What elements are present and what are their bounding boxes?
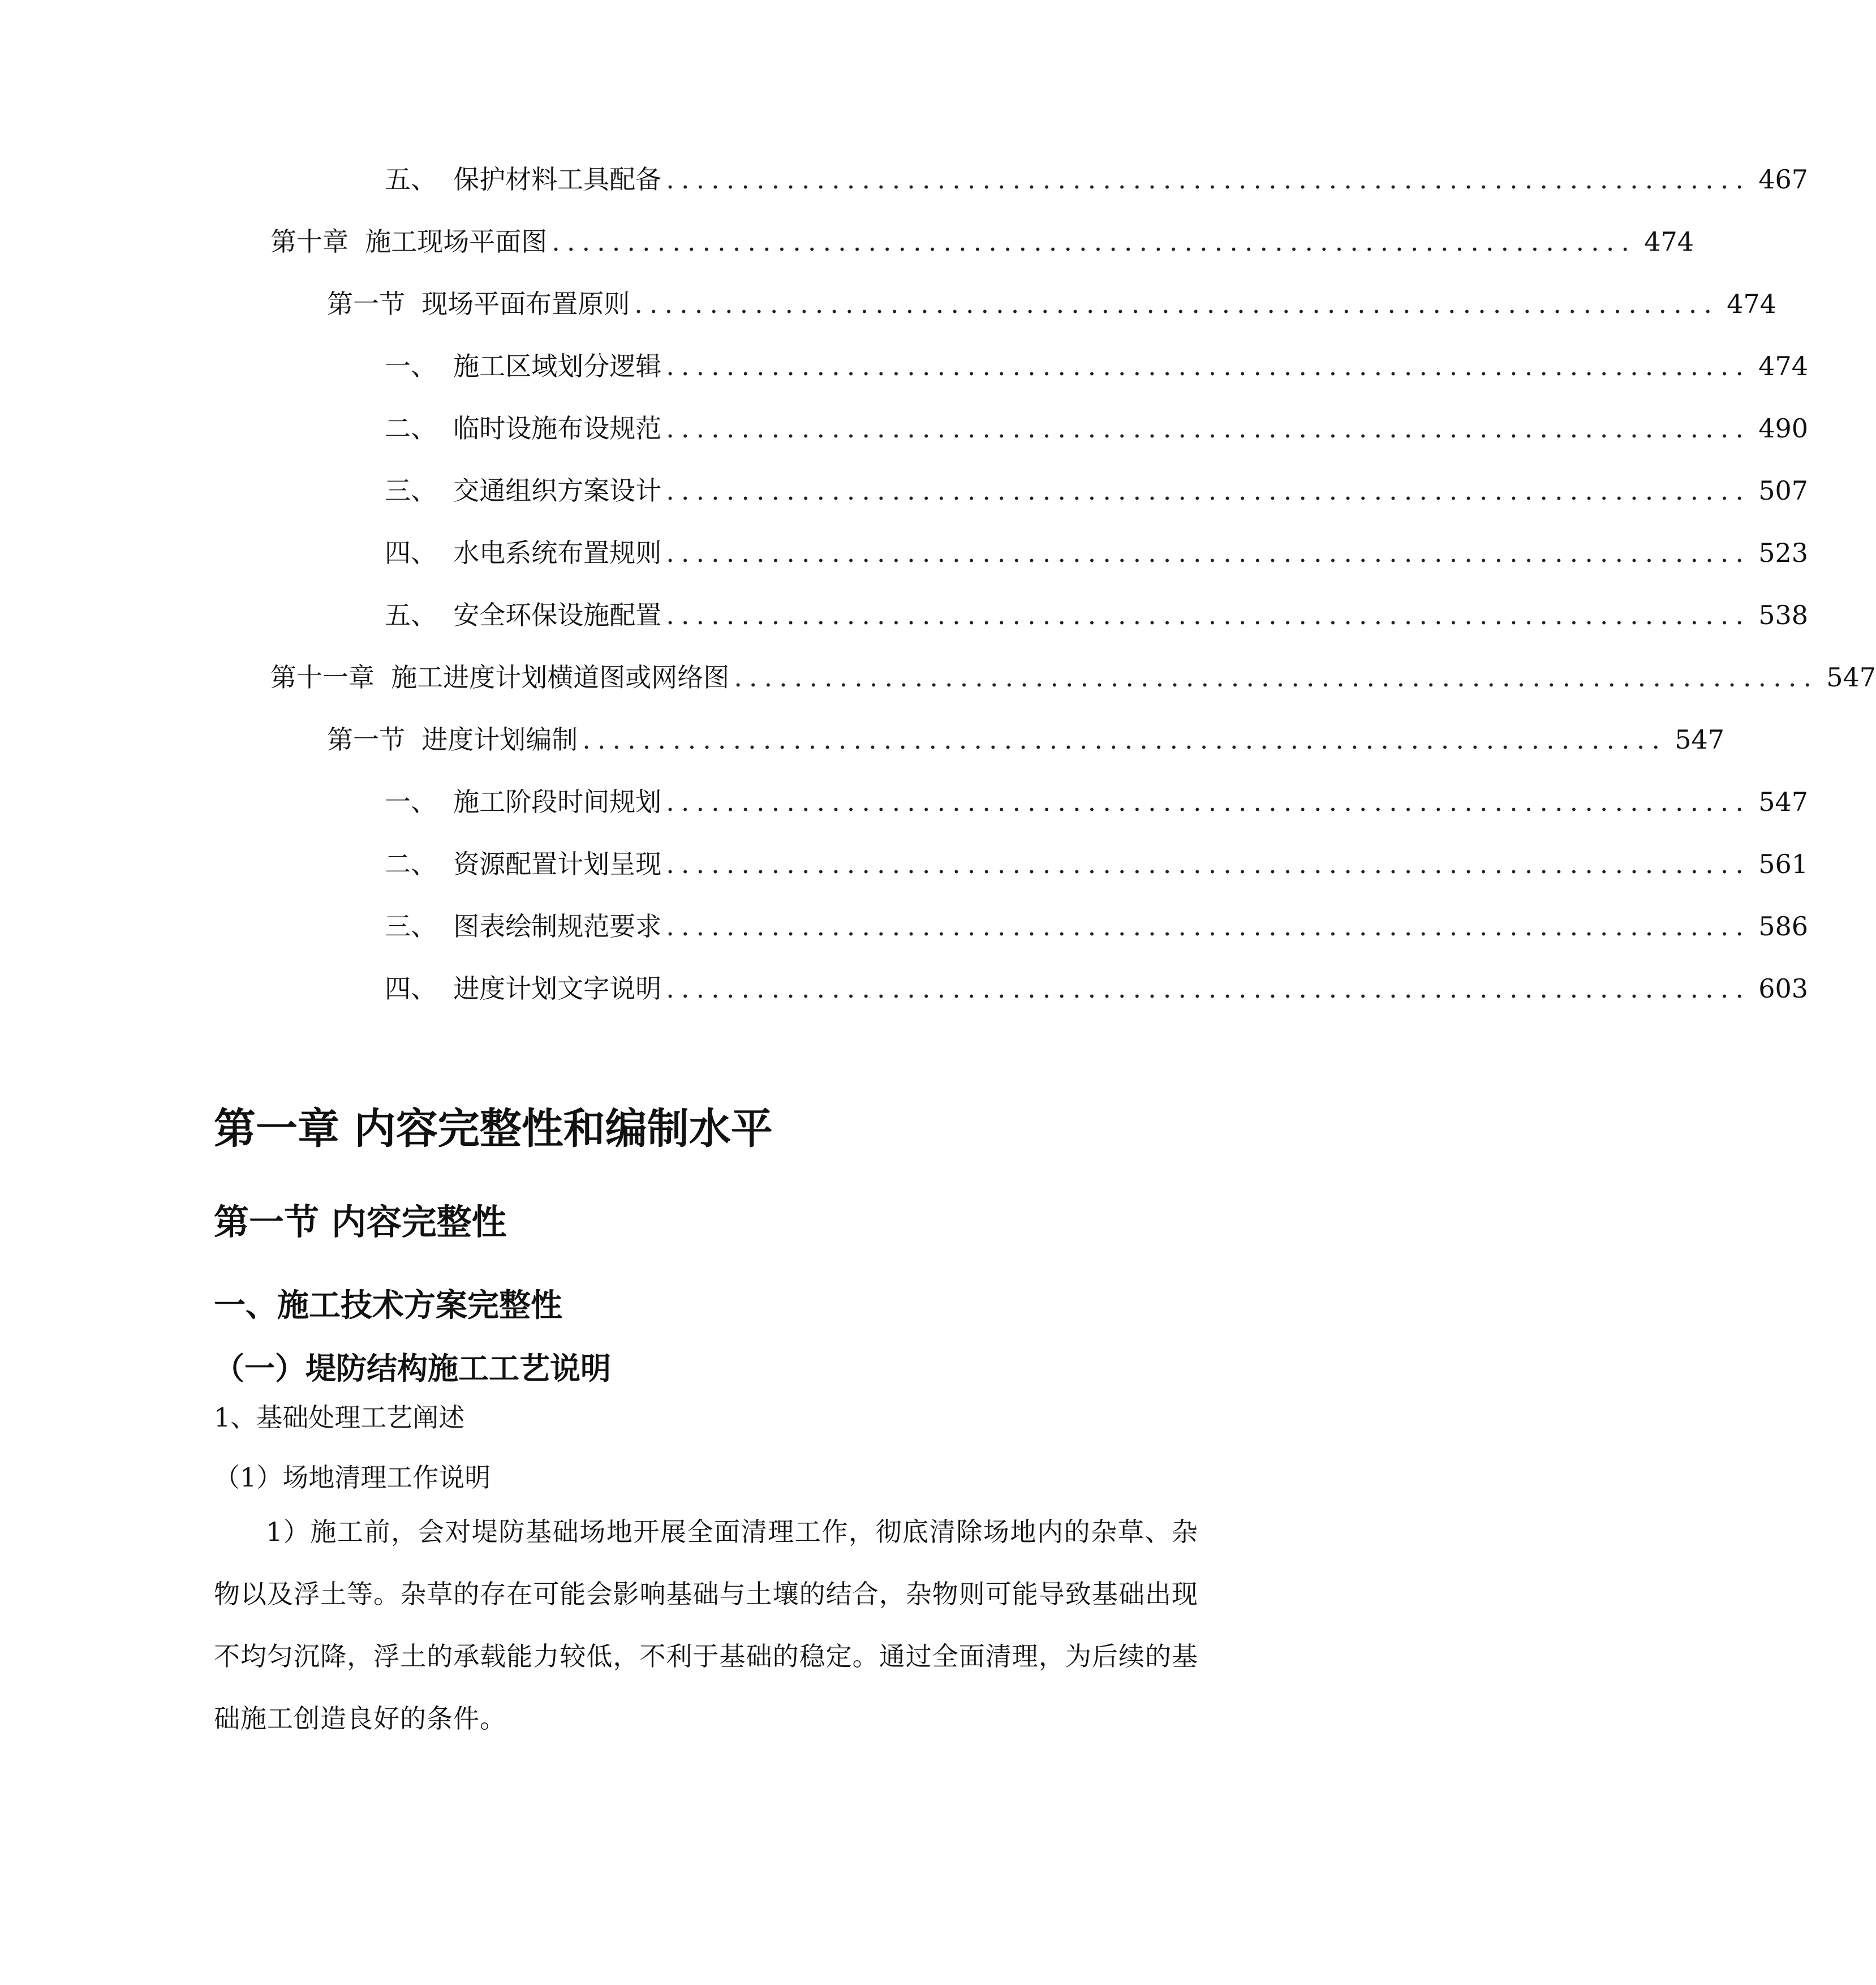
toc-leader-dots: ........................................................................	[666, 849, 1751, 879]
section-title: 第一节 内容完整性	[214, 1201, 507, 1243]
toc-entry-label: 五、 保护材料工具配备	[385, 164, 662, 195]
toc-leader-dots: ........................................................................	[666, 538, 1751, 568]
toc-entry[interactable]	[385, 533, 1809, 573]
toc-entry-page: 586	[1758, 911, 1809, 942]
toc-entry-page: 538	[1758, 600, 1809, 630]
toc-entry[interactable]	[385, 409, 1809, 448]
toc-leader-dots: ........................................................................	[666, 413, 1751, 444]
toc-leader-dots: ........................................................................	[666, 600, 1751, 630]
toc-leader-dots: ........................................................................	[666, 973, 1751, 1004]
numbered-heading: 1、基础处理工艺阐述	[214, 1402, 465, 1433]
toc-entry[interactable]	[327, 720, 1725, 759]
toc-entry-label: 三、 图表绘制规范要求	[385, 911, 662, 942]
toc-entry-page: 474	[1727, 289, 1777, 319]
toc-entry-label: 第十一章 施工进度计划横道图或网络图	[270, 662, 730, 693]
subsection-title: 一、施工技术方案完整性	[214, 1287, 562, 1324]
toc-entry-page: 523	[1758, 538, 1809, 568]
toc-leader-dots: ........................................................................	[552, 226, 1637, 257]
toc-entry-label: 一、 施工阶段时间规划	[385, 787, 662, 817]
toc-entry-page: 507	[1758, 475, 1809, 506]
toc-entry[interactable]	[385, 471, 1809, 510]
toc-entry-page: 547	[1826, 662, 1876, 693]
toc-entry-page: 547	[1758, 787, 1809, 817]
toc-entry-label: 五、 安全环保设施配置	[385, 600, 662, 630]
toc-entry[interactable]	[385, 346, 1809, 386]
toc-entry[interactable]	[327, 284, 1777, 324]
toc-entry-label: 四、 进度计划文字说明	[385, 973, 662, 1004]
toc-entry-page: 603	[1758, 973, 1809, 1004]
toc-entry-label: 一、 施工区域划分逻辑	[385, 351, 662, 381]
toc-leader-dots: ........................................................................	[582, 724, 1667, 755]
chapter-title: 第一章 内容完整性和编制水平	[214, 1105, 773, 1153]
toc-entry[interactable]	[385, 844, 1809, 884]
toc-entry-label: 第一节 进度计划编制	[327, 724, 578, 755]
toc-entry-page: 561	[1758, 849, 1809, 879]
toc-entry[interactable]	[270, 658, 1876, 697]
toc-leader-dots: ........................................................................	[666, 787, 1751, 817]
toc-entry-page: 547	[1675, 724, 1725, 755]
toc-entry[interactable]	[385, 906, 1809, 946]
toc-leader-dots: ........................................................................	[734, 662, 1819, 693]
toc-leader-dots: ........................................................................	[666, 164, 1751, 195]
toc-entry[interactable]	[385, 782, 1809, 822]
numbered-subheading: （1）场地清理工作说明	[214, 1462, 491, 1493]
body-paragraph: 1）施工前，会对堤防基础场地开展全面清理工作，彻底清除场地内的杂草、杂物以及浮土等。杂草的存在可能会影响基础与土壤的结合，杂物则可能导致基础出现不均匀沉降，浮土的承载能力较低，不利于基础的稳定。通过全面清理，为后续的基础施工创造良好的条件。	[214, 1516, 1198, 1734]
toc-entry-label: 第十章 施工现场平面图	[270, 226, 548, 257]
toc-entry-label: 三、 交通组织方案设计	[385, 475, 662, 506]
toc-entry[interactable]	[385, 969, 1809, 1008]
toc-leader-dots: ........................................................................	[666, 911, 1751, 942]
toc-entry[interactable]	[385, 595, 1809, 635]
toc-entry-label: 四、 水电系统布置规则	[385, 538, 662, 568]
toc-entry-page: 474	[1644, 226, 1694, 257]
toc-entry-label: 二、 资源配置计划呈现	[385, 849, 662, 879]
toc-entry-page: 467	[1758, 164, 1809, 195]
toc-entry[interactable]	[270, 222, 1694, 261]
toc-entry-label: 二、 临时设施布设规范	[385, 413, 662, 444]
toc-entry-page: 490	[1758, 413, 1809, 444]
toc-entry-label: 第一节 现场平面布置原则	[327, 289, 630, 319]
toc-leader-dots: ........................................................................	[666, 475, 1751, 506]
toc-leader-dots: ........................................................................	[634, 289, 1719, 319]
toc-leader-dots: ........................................................................	[666, 351, 1751, 381]
toc-entry[interactable]	[385, 160, 1809, 199]
paren-heading: （一）堤防结构施工工艺说明	[214, 1350, 611, 1386]
toc-entry-page: 474	[1758, 351, 1809, 381]
